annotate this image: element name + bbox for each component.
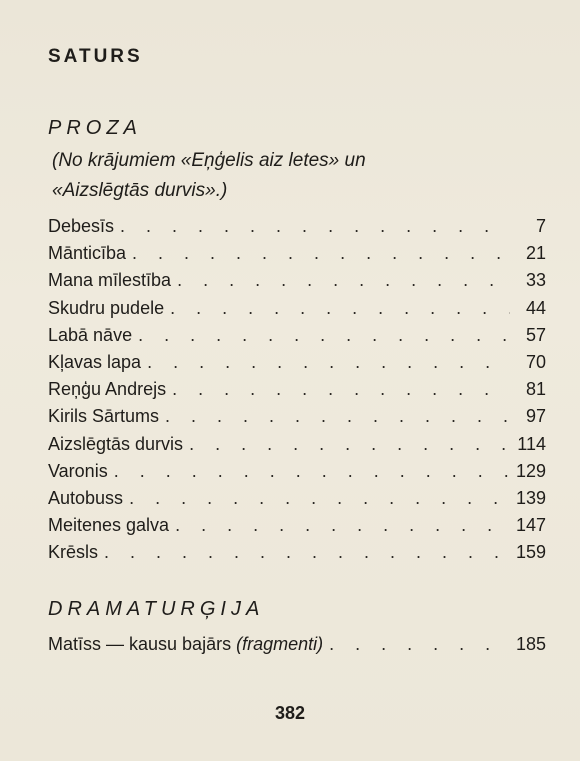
toc-entry-title: Mānticība xyxy=(48,243,127,264)
contents-heading: SATURS xyxy=(48,46,143,67)
toc-entry-title: Kļavas lapa xyxy=(48,351,142,372)
leader-dots xyxy=(183,434,510,455)
toc-entry-page: 70 xyxy=(525,351,546,372)
toc-entry-page: 185 xyxy=(515,634,546,654)
toc-entry[interactable] xyxy=(48,270,546,297)
toc-entry-page: 114 xyxy=(517,433,546,454)
toc-entry[interactable] xyxy=(48,488,546,515)
toc-entry-page: 44 xyxy=(525,297,546,318)
leader-dots xyxy=(164,298,510,319)
toc-entry[interactable] xyxy=(48,352,546,379)
dramaturgija-toc-list xyxy=(48,634,546,661)
toc-entry[interactable] xyxy=(48,434,546,461)
section-note xyxy=(52,146,366,206)
section-note-line-2: «Aizslēgtās durvis».) xyxy=(52,180,228,201)
toc-entry-title: Mana mīlestība xyxy=(48,270,172,291)
leader-dots xyxy=(126,243,510,264)
leader-dots xyxy=(123,488,510,509)
toc-entry-page: 57 xyxy=(525,324,546,345)
leader-dots xyxy=(132,325,510,346)
toc-entry-page: 159 xyxy=(515,542,546,563)
toc-entry[interactable] xyxy=(48,461,546,488)
toc-entry[interactable] xyxy=(48,379,546,406)
proza-toc-list xyxy=(48,216,546,569)
toc-entry[interactable] xyxy=(48,298,546,325)
toc-entry[interactable] xyxy=(48,325,546,352)
toc-entry-page: 139 xyxy=(515,487,546,508)
leader-dots xyxy=(169,515,510,536)
toc-entry-title: Kirils Sārtums xyxy=(48,406,160,427)
toc-entry-page: 21 xyxy=(525,243,546,264)
toc-entry-page: 97 xyxy=(525,406,546,427)
toc-entry[interactable] xyxy=(48,406,546,433)
toc-entry-page: 129 xyxy=(515,460,546,481)
toc-entry-title: Skudru pudele xyxy=(48,297,165,318)
leader-dots xyxy=(171,270,510,291)
toc-entry-title xyxy=(48,634,323,655)
section-title-dramaturgija: DRAMATURĢIJA xyxy=(48,598,265,620)
toc-entry-page: 147 xyxy=(515,515,546,536)
toc-entry-title: Aizslēgtās durvis xyxy=(48,433,184,454)
leader-dots xyxy=(114,216,510,237)
toc-entry-title: Krēsls xyxy=(48,542,99,563)
toc-entry[interactable] xyxy=(48,243,546,270)
toc-entry[interactable] xyxy=(48,216,546,243)
toc-entry-title: Varonis xyxy=(48,460,108,481)
toc-entry-title-main: Matīss — kausu bajārs xyxy=(48,634,232,654)
toc-entry[interactable] xyxy=(48,542,546,569)
section-note-line-1: (No krājumiem «Eņģelis aiz letes» un xyxy=(52,150,366,171)
toc-entry-title: Meitenes galva xyxy=(48,515,170,536)
section-title-proza: PROZA xyxy=(48,117,142,139)
leader-dots xyxy=(98,542,510,563)
leader-dots xyxy=(159,406,510,427)
leader-dots xyxy=(323,634,510,655)
toc-entry-title-italic: (fragmenti) xyxy=(236,634,324,654)
toc-entry[interactable] xyxy=(48,515,546,542)
toc-entry-title: Labā nāve xyxy=(48,324,133,345)
toc-entry-page: 81 xyxy=(525,379,546,400)
toc-entry-title: Autobuss xyxy=(48,487,124,508)
toc-entry[interactable] xyxy=(48,634,546,661)
toc-entry-page: 7 xyxy=(535,216,546,236)
leader-dots xyxy=(166,379,510,400)
toc-entry-page: 33 xyxy=(525,270,546,291)
leader-dots xyxy=(141,352,510,373)
toc-entry-title: Debesīs xyxy=(48,216,115,236)
leader-dots xyxy=(108,461,510,482)
page-number: 382 xyxy=(274,703,306,723)
toc-entry-title: Reņģu Andrejs xyxy=(48,379,167,400)
